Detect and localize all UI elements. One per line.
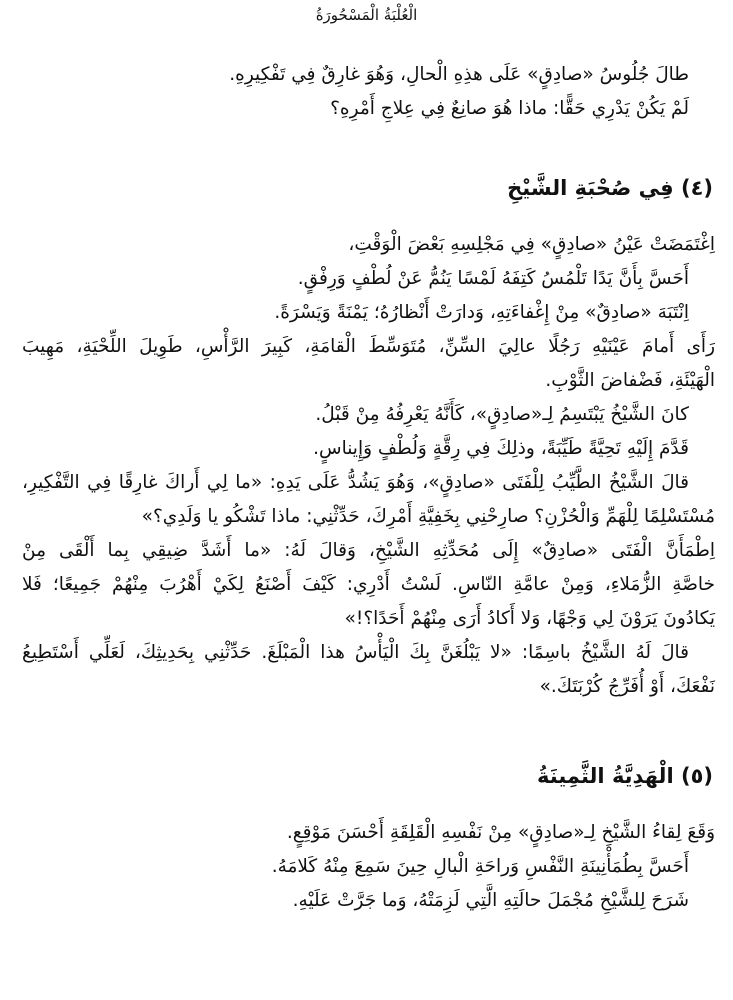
section-4-heading: (٤) فِي صُحْبَةِ الشَّيْخِ [507, 176, 713, 200]
text-line: اِغْتَمَضَتْ عَيْنُ «صادِقٍ» فِي مَجْلِسِهِ بَعْضَ الْوَقْتِ، [348, 234, 715, 255]
text-line: خاصَّةِ الزُّمَلاءِ، وَمِنْ عامَّةِ النّاسِ. لَسْتُ أَدْرِي: كَيْفَ أَصْنَعُ لِكَيْ أَهْرُبَ مِنْهُمْ جَمِيعًا؛ فَلا [22, 574, 715, 595]
text-line: يَكادُونَ يَرَوْنَ لِي وَجْهًا، وَلا أَكادُ أَرَى مِنْهُمْ أَحَدًا؟!» [344, 608, 715, 629]
text-line: مُسْتَسْلِمًا لِلْهَمِّ وَالْحُزْنِ؟ صارِحْنِي بِخَفِيَّةِ أَمْرِكَ، حَدِّثْنِي: ماذا تَشْكُو يا وَلَدِي؟» [141, 506, 715, 527]
text-line: قَدَّمَ إِلَيْهِ تَحِيَّةً طَيِّبَةً، وذلِكَ فِي رِقَّةٍ وَلُطْفٍ وَإِيناسٍ. [313, 438, 689, 459]
text-line: اِنْتَبَهَ «صادِقٌ» مِنْ إِغْفاءَتِهِ، وَدارَتْ أَنْظارُهُ؛ يَمْنَةً وَيَسْرَةً. [274, 302, 689, 323]
section-5-heading: (٥) الْهَدِيَّةُ الثَّمِينَةُ [537, 764, 713, 788]
text-line: لَمْ يَكُنْ يَدْرِي حَقًّا: ماذا هُوَ صانِعٌ فِي عِلاجِ أَمْرِهِ؟ [330, 98, 689, 119]
intro-paragraph [22, 58, 715, 126]
text-line: طالَ جُلُوسُ «صادِقٍ» عَلَى هذِهِ الْحالِ، وَهُوَ غارِقٌ فِي تَفْكِيرِهِ. [229, 64, 689, 85]
running-head: الْعُلْبَةُ الْمَسْحُورَةُ [315, 6, 418, 24]
text-line: أَحَسَّ بِطُمَأْنِينَةِ النَّفْسِ وَراحَةِ الْبالِ حِينَ سَمِعَ مِنْهُ كَلامَهُ. [271, 856, 689, 877]
section-4-body [22, 228, 715, 704]
text-line: نَفْعَكَ، أَوْ أُفَرِّجُ كُرْبَتَكَ.» [539, 676, 715, 697]
text-line: كانَ الشَّيْخُ يَبْتَسِمُ لِـ«صادِقٍ»، كَأَنَّهُ يَعْرِفُهُ مِنْ قَبْلُ. [315, 404, 689, 425]
text-line: شَرَحَ لِلشَّيْخِ مُجْمَلَ حالَتِهِ الَّتِي لَزِمَتْهُ، وَما جَرَّتْ عَلَيْهِ. [292, 890, 689, 911]
text-line: وَقَعَ لِقاءُ الشَّيْخِ لِـ«صادِقٍ» مِنْ نَفْسِهِ الْقَلِقَةِ أَحْسَنَ مَوْقِعٍ. [286, 822, 715, 843]
text-line: الْهَيْئَةِ، فَضْفاضَ الثَّوْبِ. [545, 370, 715, 391]
text-line: قالَ الشَّيْخُ الطَّيِّبُ لِلْفَتَى «صادِقٍ»، وَهُوَ يَشُدُّ عَلَى يَدِهِ: «ما لِي أَراكَ غارِقًا فِي التَّفْكِيرِ، [22, 472, 689, 493]
text-line: قالَ لَهُ الشَّيْخُ باسِمًا: «لا يَبْلُغَنَّ بِكَ الْيَأْسُ هذا الْمَبْلَغَ. حَدِّثْنِي بِحَدِيثِكَ، لَعَلِّي أَسْتَطِيعُ [22, 642, 689, 663]
text-line: رَأَى أَمامَ عَيْنَيْهِ رَجُلًا عالِيَ السِّنِّ، مُتَوَسِّطَ الْقامَةِ، كَبِيرَ الرَّأْسِ، طَوِيلَ اللِّحْيَةِ، مَهِيبَ [22, 336, 715, 357]
section-5-body [22, 816, 715, 918]
text-line: أَحَسَّ بِأَنَّ يَدًا تَلْمُسُ كَتِفَهُ لَمْسًا يَنُمُّ عَنْ لُطْفٍ وَرِفْقٍ. [297, 268, 689, 289]
text-line: اِطْمَأَنَّ الْفَتَى «صادِقٌ» إِلَى مُحَدِّثِهِ الشَّيْخِ، وَقالَ لَهُ: «ما أَشَدَّ ضِيقِي بِما أَلْقَى مِنْ [22, 540, 715, 561]
